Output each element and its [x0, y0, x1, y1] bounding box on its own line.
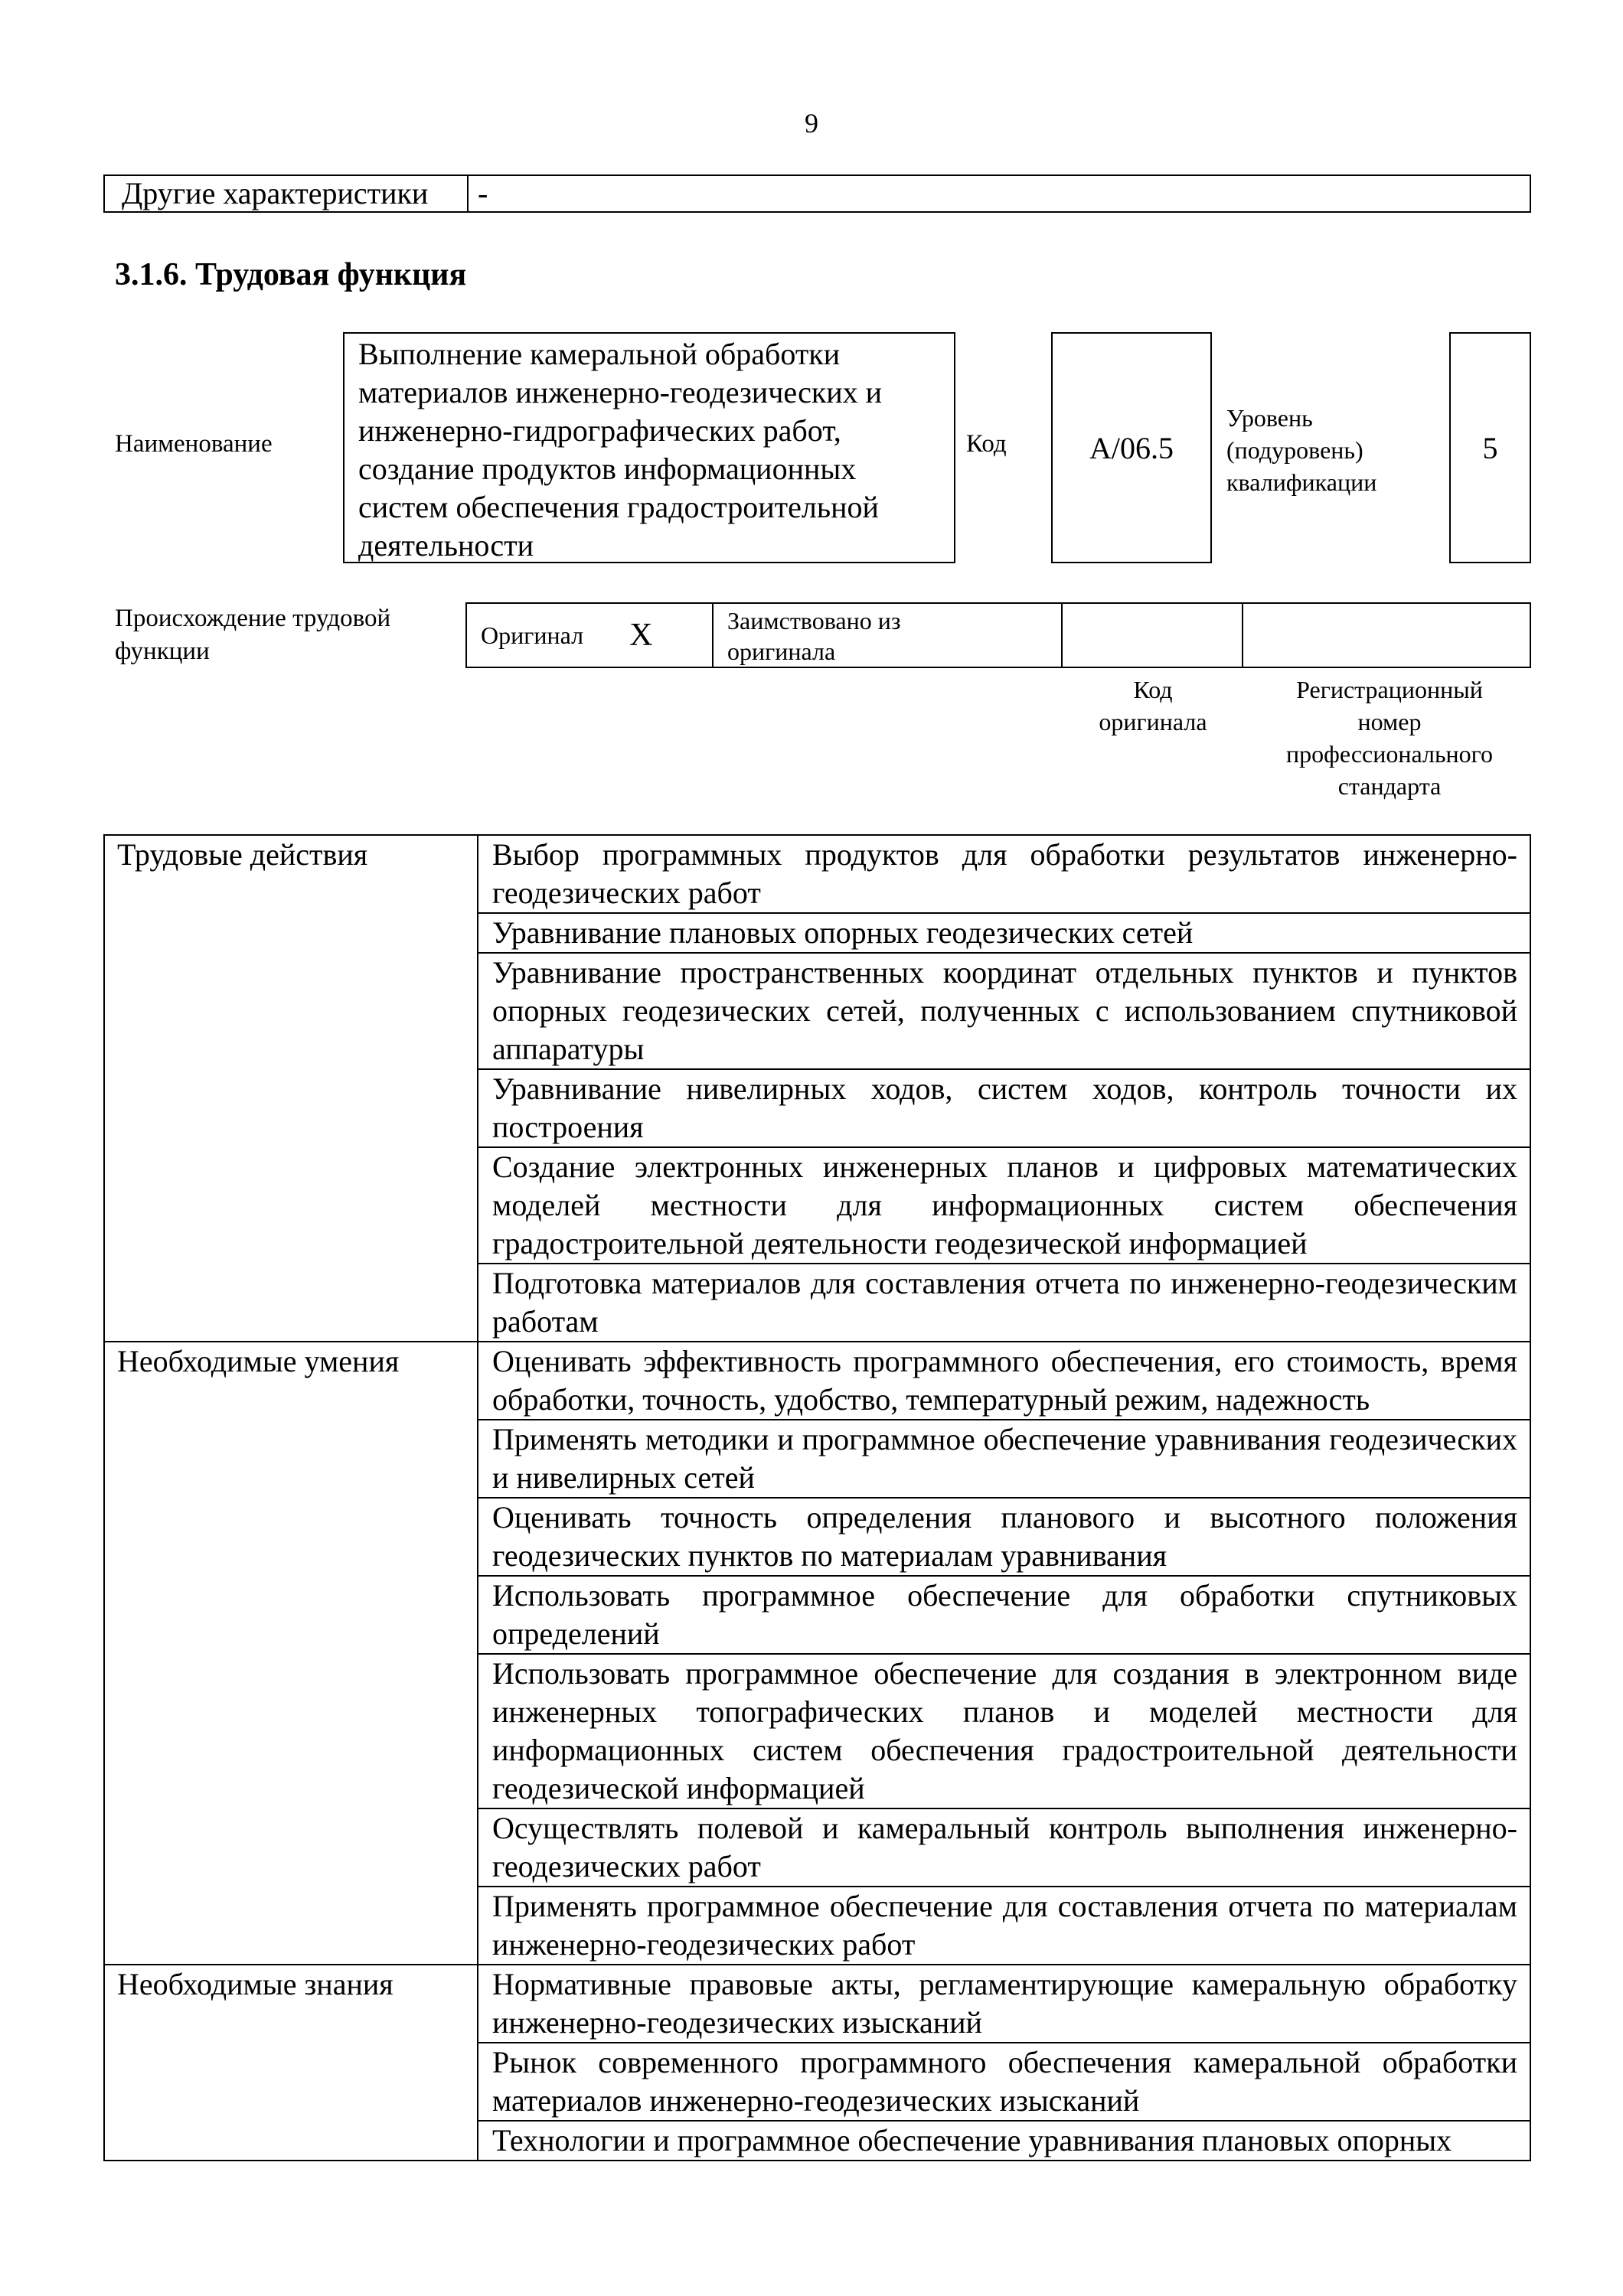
- skill-item: Использовать программное обеспечение для создания в электронном виде инженерных топографических планов и моделей местности для информационных систем обеспечения градостроительной деятельности геодезической информацией: [478, 1654, 1530, 1808]
- origin-label: [115, 602, 390, 668]
- skill-item: Применять методики и программное обеспечение уравнивания геодезических и нивелирных сетей: [478, 1420, 1530, 1498]
- origin-code-caption-line: Код: [1133, 676, 1173, 703]
- reg-number-caption: [1248, 673, 1531, 802]
- origin-original-cell: [467, 604, 714, 667]
- origin-code-caption-line: оригинала: [1099, 708, 1207, 735]
- function-name-box: [343, 332, 955, 563]
- origin-original-mark: X: [629, 618, 653, 653]
- table-row: [104, 1965, 1530, 2043]
- labor-action-item: Уравнивание пространственных координат отдельных пунктов и пунктов опорных геодезических сетей, полученных с использованием спутниковой аппаратуры: [478, 953, 1530, 1069]
- page-number: 9: [805, 108, 818, 139]
- origin-borrowed-line: оригинала: [727, 638, 836, 665]
- skill-item: Использовать программное обеспечение для обработки спутниковых определений: [478, 1576, 1530, 1654]
- reg-number-caption-line: номер: [1357, 708, 1422, 735]
- code-value: A/06.5: [1089, 430, 1174, 465]
- origin-table: [465, 602, 1531, 668]
- level-label-line: Уровень: [1226, 404, 1313, 432]
- section-title: 3.1.6. Трудовая функция: [115, 257, 467, 292]
- labor-action-item: Создание электронных инженерных планов и цифровых математических моделей местности для информационных систем обеспечения градостроительной деятельности геодезической информацией: [478, 1147, 1530, 1264]
- knowledge-item: Технологии и программное обеспечение уравнивания плановых опорных: [478, 2121, 1530, 2161]
- labor-function-table: [103, 834, 1531, 2161]
- name-label: Наименование: [115, 430, 273, 458]
- labor-action-item: Подготовка материалов для составления отчета по инженерно-геодезическим работам: [478, 1264, 1530, 1342]
- function-name-value: Выполнение камеральной обработки материалов инженерно-геодезических и инженерно-гидрографических работ, создание продуктов информационных систем обеспечения градостроительной деятельности: [358, 337, 883, 563]
- code-label: Код: [966, 430, 1007, 458]
- skill-item: Осуществлять полевой и камеральный контроль выполнения инженерно-геодезических работ: [478, 1808, 1530, 1887]
- reg-number-caption-line: стандарта: [1337, 772, 1442, 800]
- skill-item: Оценивать точность определения планового и высотного положения геодезических пунктов по материалам уравнивания: [478, 1498, 1530, 1576]
- table-row: [104, 835, 1530, 913]
- level-label: [1226, 402, 1376, 498]
- labor-action-item: Уравнивание плановых опорных геодезических сетей: [478, 913, 1530, 953]
- labor-action-category-label: Трудовые действия: [104, 835, 478, 1342]
- level-label-line: квалификации: [1226, 468, 1377, 496]
- origin-borrowed-line: Заимствовано из: [727, 607, 901, 634]
- reg-number-caption-line: профессионального: [1285, 740, 1493, 768]
- other-characteristics-label: Другие характеристики: [105, 176, 469, 211]
- other-characteristics-value: -: [478, 176, 488, 210]
- origin-reg-number-cell: [1243, 604, 1530, 667]
- origin-code-cell: [1063, 604, 1243, 667]
- level-box: [1449, 332, 1531, 563]
- skill-category-label: Необходимые умения: [104, 1342, 478, 1965]
- origin-original-label: Оригинал: [481, 621, 584, 649]
- level-value: 5: [1482, 430, 1498, 465]
- table-row: [104, 1342, 1530, 1420]
- origin-label-line: функции: [115, 638, 210, 665]
- labor-action-item: Уравнивание нивелирных ходов, систем ходов, контроль точности их построения: [478, 1069, 1530, 1147]
- origin-borrowed-cell: [714, 604, 1063, 667]
- knowledge-category-label: Необходимые знания: [104, 1965, 478, 2161]
- skill-item: Оценивать эффективность программного обеспечения, его стоимость, время обработки, точность, удобство, температурный режим, надежность: [478, 1342, 1530, 1420]
- knowledge-item: Рынок современного программного обеспечения камеральной обработки материалов инженерно-геодезических изысканий: [478, 2043, 1530, 2121]
- level-label-line: (подуровень): [1226, 436, 1363, 464]
- other-characteristics-table: [103, 174, 1531, 213]
- origin-code-caption: [1063, 673, 1243, 738]
- skill-item: Применять программное обеспечение для составления отчета по материалам инженерно-геодезических работ: [478, 1887, 1530, 1965]
- labor-action-item: Выбор программных продуктов для обработки результатов инженерно-геодезических работ: [478, 835, 1530, 913]
- origin-label-line: Происхождение трудовой: [115, 605, 391, 632]
- knowledge-item: Нормативные правовые акты, регламентирующие камеральную обработку инженерно-геодезических изысканий: [478, 1965, 1530, 2043]
- code-box: [1051, 332, 1212, 563]
- reg-number-caption-line: Регистрационный: [1296, 676, 1483, 703]
